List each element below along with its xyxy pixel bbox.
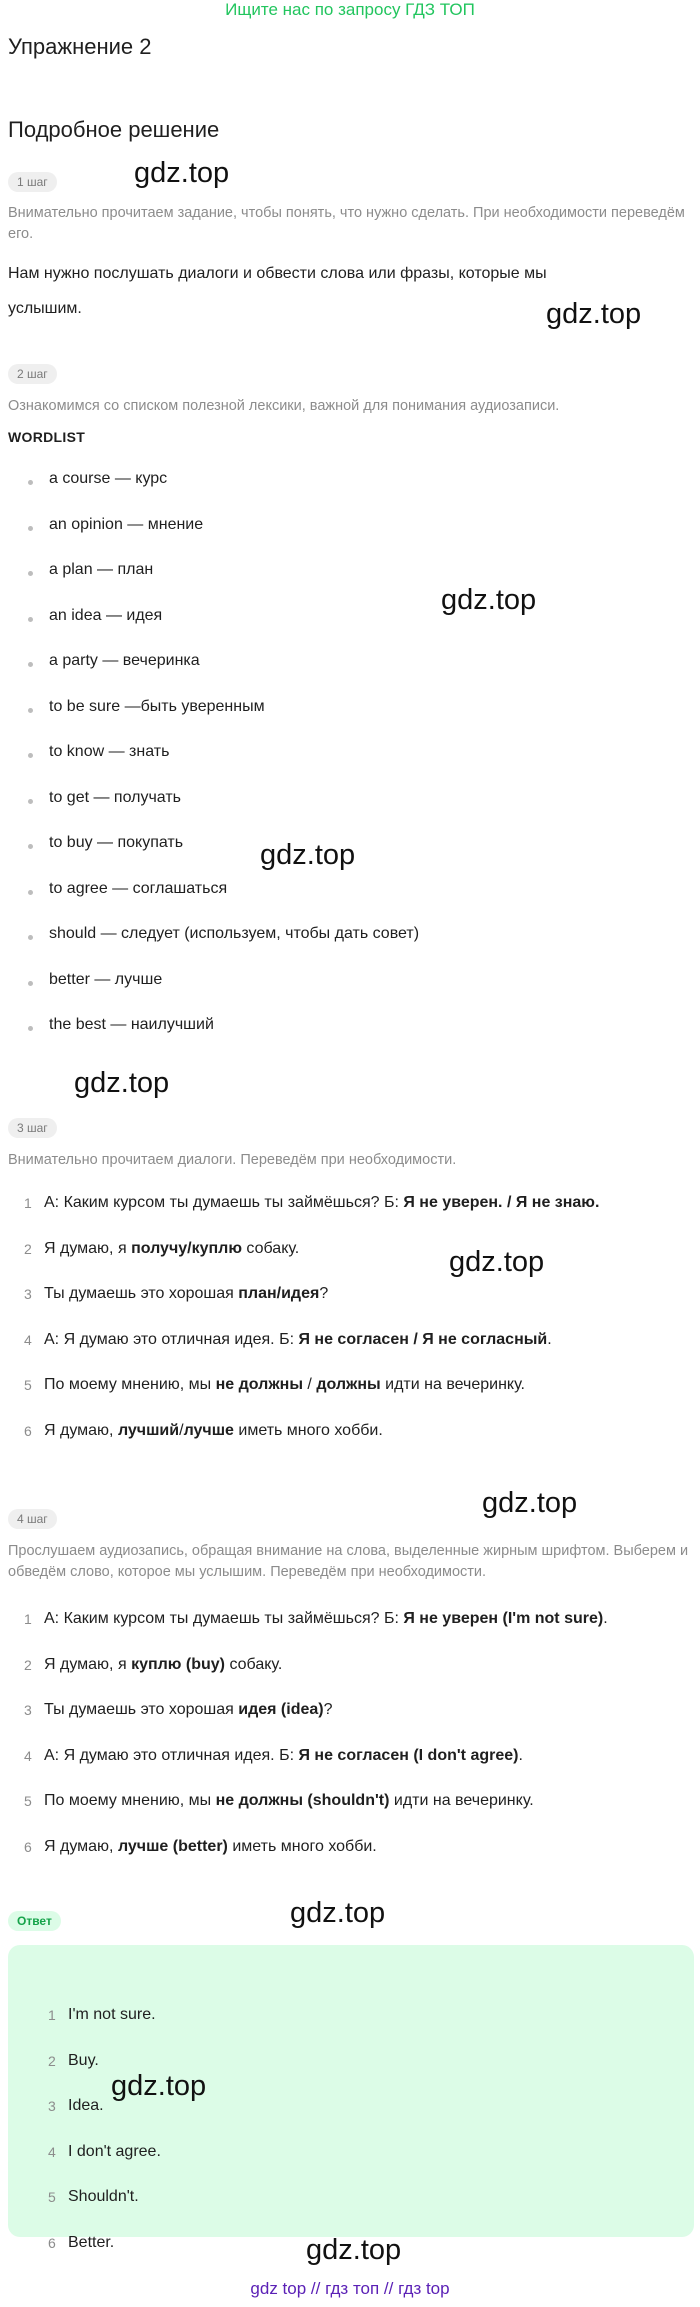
watermark: gdz.top xyxy=(260,839,356,871)
text-segment: По моему мнению, мы xyxy=(44,1376,216,1393)
wordlist-item-text: better — лучше xyxy=(49,970,163,988)
watermark: gdz.top xyxy=(546,298,642,330)
item-number: 2 xyxy=(24,1240,32,1257)
bullet-icon xyxy=(28,981,33,986)
step-3-list xyxy=(0,1193,700,1466)
wordlist-item xyxy=(0,924,700,970)
item-number: 4 xyxy=(24,1331,32,1348)
step-4-label: 4 шаг xyxy=(8,1509,57,1529)
item-number: 3 xyxy=(24,1702,32,1718)
bold-phrase: Я не согласен (I don't agree) xyxy=(298,1746,519,1764)
bold-phrase: Я не уверен (I'm not sure) xyxy=(403,1610,604,1627)
item-number: 6 xyxy=(24,1422,32,1439)
wordlist-item-text: to be sure —быть уверенным xyxy=(49,697,265,715)
bullet-icon xyxy=(28,526,33,531)
step-3-label: 3 шаг xyxy=(8,1118,57,1138)
bold-phrase: куплю (buy) xyxy=(131,1655,226,1673)
text-segment: собаку. xyxy=(241,1239,300,1257)
watermark: gdz.top xyxy=(441,584,537,616)
step3-item xyxy=(0,1421,700,1467)
step3-item-text xyxy=(44,1376,525,1394)
watermark: gdz.top xyxy=(306,2234,402,2266)
step-4-list xyxy=(0,1609,700,1882)
wordlist-item-text: the best — наилучший xyxy=(49,1016,214,1033)
step3-item xyxy=(0,1375,700,1421)
answer-item-text: I don't agree. xyxy=(68,2142,161,2160)
step3-item xyxy=(0,1193,700,1239)
wordlist-item xyxy=(0,879,700,925)
item-number: 5 xyxy=(24,1793,32,1809)
item-number: 1 xyxy=(24,1195,32,1211)
text-segment: иметь много хобби. xyxy=(227,1837,377,1855)
wordlist-item-text: an opinion — мнение xyxy=(49,515,204,533)
step3-item xyxy=(0,1284,700,1330)
step4-item-text xyxy=(44,1656,282,1674)
item-number: 6 xyxy=(48,2234,56,2251)
bullet-icon xyxy=(28,1026,33,1031)
text-segment: / xyxy=(302,1376,317,1393)
wordlist-item xyxy=(0,651,700,697)
bold-phrase: получу/куплю xyxy=(131,1239,242,1257)
bold-phrase: лучше (better) xyxy=(117,1837,228,1855)
step3-item-text xyxy=(44,1240,299,1258)
wordlist-title: WORDLIST xyxy=(8,429,86,445)
step4-item xyxy=(0,1700,700,1746)
text-segment: А: Каким курсом ты думаешь ты займёшься? Б: xyxy=(44,1194,404,1211)
bold-phrase: должны xyxy=(316,1376,381,1393)
bold-phrase: лучший xyxy=(117,1421,180,1439)
bold-phrase: план/идея xyxy=(238,1285,320,1302)
wordlist-item xyxy=(0,515,700,561)
text-segment: А: Каким курсом ты думаешь ты займёшься? Б: xyxy=(44,1610,404,1627)
wordlist-item-text: a party — вечеринка xyxy=(49,652,200,669)
step4-item-text xyxy=(44,1610,608,1628)
wordlist-item xyxy=(0,788,700,834)
text-segment: Я думаю, я xyxy=(44,1655,132,1673)
answer-badge: Ответ xyxy=(8,1911,61,1931)
text-segment: ? xyxy=(323,1701,333,1718)
bold-phrase: не должны (shouldn't) xyxy=(215,1792,390,1809)
text-segment: А: Я думаю это отличная идея. Б: xyxy=(44,1746,299,1764)
text-segment: / xyxy=(179,1421,184,1439)
bullet-icon xyxy=(28,617,33,622)
answer-item-text: I'm not sure. xyxy=(68,2006,156,2023)
watermark: gdz.top xyxy=(111,2070,207,2102)
wordlist xyxy=(0,469,700,1061)
bullet-icon xyxy=(28,571,33,576)
step4-item xyxy=(0,1746,700,1792)
text-segment: иметь много хобби. xyxy=(233,1421,383,1439)
step-1-text: Нам нужно послушать диалоги и обвести слова или фразы, которые мы услышим. xyxy=(8,265,547,317)
item-number: 1 xyxy=(48,2007,56,2023)
item-number: 2 xyxy=(48,2052,56,2069)
bullet-icon xyxy=(28,935,33,940)
bold-phrase: не должны xyxy=(215,1376,303,1393)
answer-item xyxy=(8,2005,694,2051)
step4-item xyxy=(0,1837,700,1883)
wordlist-item-text: should — следует (используем, чтобы дать совет) xyxy=(49,925,420,942)
step3-item-text xyxy=(44,1194,599,1212)
step3-item-text xyxy=(44,1331,552,1349)
watermark: gdz.top xyxy=(449,1246,545,1278)
bullet-icon xyxy=(28,844,33,849)
step3-item-text xyxy=(44,1285,328,1303)
step4-item-text xyxy=(44,1792,534,1810)
text-segment: Я думаю, xyxy=(44,1421,118,1439)
step3-item xyxy=(0,1330,700,1376)
top-banner[interactable]: Ищите нас по запросу ГДЗ ТОП xyxy=(225,0,475,19)
text-segment: Я думаю, я xyxy=(44,1239,132,1257)
item-number: 3 xyxy=(48,2098,56,2114)
text-segment: . xyxy=(547,1330,552,1348)
wordlist-item xyxy=(0,606,700,652)
wordlist-item xyxy=(0,560,700,606)
step4-item-text xyxy=(44,1701,333,1719)
text-segment: Я думаю, xyxy=(44,1837,118,1855)
watermark: gdz.top xyxy=(74,1067,170,1099)
watermark: gdz.top xyxy=(134,157,230,189)
step4-item-text xyxy=(44,1838,377,1856)
step-1-label: 1 шаг xyxy=(8,172,57,192)
answer-item-text: Better. xyxy=(68,2233,115,2251)
bullet-icon xyxy=(28,890,33,895)
text-segment: . xyxy=(518,1746,523,1764)
wordlist-item xyxy=(0,1015,700,1061)
bold-phrase: лучше xyxy=(183,1421,234,1439)
wordlist-item-text: to know — знать xyxy=(49,743,170,760)
wordlist-item-text: a plan — план xyxy=(49,561,154,578)
step-2-label: 2 шаг xyxy=(8,364,57,384)
text-segment: идти на вечеринку. xyxy=(389,1792,534,1809)
step-1-hint: Внимательно прочитаем задание, чтобы понять, что нужно сделать. При необходимости переведём его. xyxy=(8,205,685,242)
bold-phrase: идея (idea) xyxy=(238,1701,324,1718)
item-number: 4 xyxy=(48,2143,56,2160)
wordlist-item-text: a course — курс xyxy=(49,470,168,487)
answer-item-text: Buy. xyxy=(68,2051,99,2069)
text-segment: . xyxy=(603,1610,608,1627)
step4-item xyxy=(0,1655,700,1701)
item-number: 1 xyxy=(24,1611,32,1627)
wordlist-item xyxy=(0,469,700,515)
bold-phrase: Я не уверен. / Я не знаю. xyxy=(403,1194,600,1211)
wordlist-item-text: to get — получать xyxy=(49,788,182,806)
text-segment: ? xyxy=(319,1285,329,1302)
watermark: gdz.top xyxy=(482,1487,578,1519)
bullet-icon xyxy=(28,708,33,713)
solution-heading: Подробное решение xyxy=(8,117,220,142)
bullet-icon xyxy=(28,662,33,667)
item-number: 4 xyxy=(24,1747,32,1764)
step4-item-text xyxy=(44,1747,523,1765)
wordlist-item xyxy=(0,742,700,788)
step-2-hint: Ознакомимся со списком полезной лексики, важной для понимания аудиозаписи. xyxy=(8,398,560,414)
item-number: 5 xyxy=(48,2189,56,2205)
step-3-hint: Внимательно прочитаем диалоги. Переведём при необходимости. xyxy=(8,1152,457,1168)
bullet-icon xyxy=(28,753,33,758)
wordlist-item xyxy=(0,970,700,1016)
step4-item xyxy=(0,1791,700,1837)
text-segment: Ты думаешь это хорошая xyxy=(44,1701,239,1718)
wordlist-item-text: an idea — идея xyxy=(49,606,163,624)
watermark: gdz.top xyxy=(290,1897,386,1929)
item-number: 3 xyxy=(24,1286,32,1302)
answer-item-text: Shouldn't. xyxy=(68,2188,139,2205)
text-segment: идти на вечеринку. xyxy=(380,1376,525,1393)
item-number: 2 xyxy=(24,1656,32,1673)
item-number: 5 xyxy=(24,1377,32,1393)
page-title: Упражнение 2 xyxy=(8,34,152,59)
footer-links[interactable]: gdz top // гдз топ // гдз top xyxy=(250,2279,450,2298)
text-segment: По моему мнению, мы xyxy=(44,1792,216,1809)
text-segment: собаку. xyxy=(225,1655,283,1673)
text-segment: А: Я думаю это отличная идея. Б: xyxy=(44,1330,299,1348)
answer-item-text: Idea. xyxy=(68,2097,104,2114)
wordlist-item-text: to buy — покупать xyxy=(49,834,184,851)
step3-item xyxy=(0,1239,700,1285)
text-segment: Ты думаешь это хорошая xyxy=(44,1285,239,1302)
item-number: 6 xyxy=(24,1838,32,1855)
answer-item xyxy=(8,2142,694,2188)
step4-item xyxy=(0,1609,700,1655)
bold-phrase: Я не согласен / Я не согласный xyxy=(298,1330,548,1348)
bullet-icon xyxy=(28,480,33,485)
wordlist-item-text: to agree — соглашаться xyxy=(49,879,228,897)
answer-item xyxy=(8,2187,694,2233)
bullet-icon xyxy=(28,799,33,804)
wordlist-item xyxy=(0,697,700,743)
step-4-hint: Прослушаем аудиозапись, обращая внимание на слова, выделенные жирным шрифтом. Выберем и обведём слово, которое мы услышим. Переведём при необходимости. xyxy=(8,1543,689,1580)
step3-item-text xyxy=(44,1422,383,1440)
